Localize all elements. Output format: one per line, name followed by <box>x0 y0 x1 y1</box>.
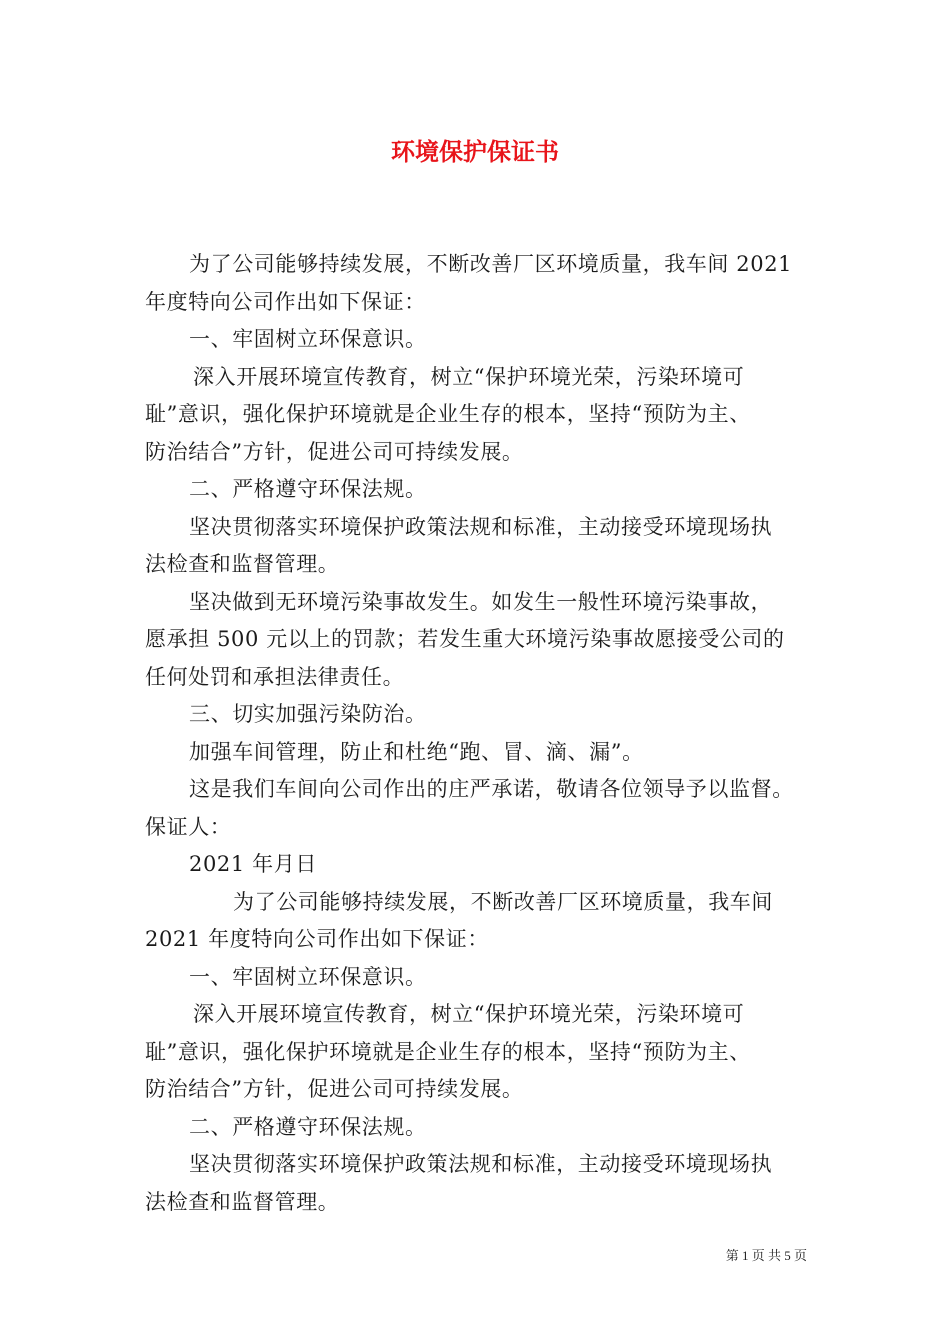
paragraph-line: 坚决贯彻落实环境保护政策法规和标准，主动接受环境现场执 <box>189 514 773 539</box>
paragraph-line: 坚决做到无环境污染事故发生。如发生一般性环境污染事故， <box>189 589 773 614</box>
paragraph-line: 耻”意识，强化保护环境就是企业生存的根本，坚持“预防为主、 <box>145 1039 751 1064</box>
paragraph-line: 愿承担 500 元以上的罚款；若发生重大环境污染事故愿接受公司的 <box>145 627 785 651</box>
paragraph-line: 法检查和监督管理。 <box>145 1189 340 1214</box>
paragraph-line: 2021 年度特向公司作出如下保证： <box>145 927 489 951</box>
section-heading: 一、牢固树立环保意识。 <box>189 327 427 351</box>
paragraph-line: 法检查和监督管理。 <box>145 552 340 576</box>
paragraph-line: 加强车间管理，防止和杜绝“跑、冒、滴、漏”。 <box>189 739 644 764</box>
paragraph-line: 防治结合”方针，促进公司可持续发展。 <box>145 439 524 464</box>
paragraph-line: 为了公司能够持续发展，不断改善厂区环境质量，我车间 <box>233 889 773 914</box>
document-body <box>145 246 810 1221</box>
paragraph-line: 为了公司能够持续发展，不断改善厂区环境质量，我车间 2021 <box>189 252 793 276</box>
guarantor-label: 保证人： <box>145 814 232 839</box>
section-heading: 一、牢固树立环保意识。 <box>189 964 427 989</box>
section-heading: 二、严格遵守环保法规。 <box>189 1114 427 1139</box>
paragraph-line: 任何处罚和承担法律责任。 <box>145 664 405 689</box>
page-indicator: 第 1 页 共 5 页 <box>725 1248 807 1263</box>
paragraph-line: 这是我们车间向公司作出的庄严承诺，敬请各位领导予以监督。 <box>189 777 794 801</box>
date-line: 2021 年月日 <box>189 852 317 876</box>
paragraph-line: 防治结合”方针，促进公司可持续发展。 <box>145 1077 524 1101</box>
paragraph-line: 深入开展环境宣传教育，树立“保护环境光荣，污染环境可 <box>193 1002 745 1026</box>
section-heading: 二、严格遵守环保法规。 <box>189 477 427 501</box>
document-title: 环境保护保证书 <box>391 138 559 166</box>
section-heading: 三、切实加强污染防治。 <box>189 702 427 726</box>
paragraph-line: 坚决贯彻落实环境保护政策法规和标准，主动接受环境现场执 <box>189 1152 773 1176</box>
paragraph-line: 深入开展环境宣传教育，树立“保护环境光荣，污染环境可 <box>193 364 745 389</box>
paragraph-line: 耻”意识，强化保护环境就是企业生存的根本，坚持“预防为主、 <box>145 402 751 426</box>
paragraph-line: 年度特向公司作出如下保证： <box>145 289 426 314</box>
